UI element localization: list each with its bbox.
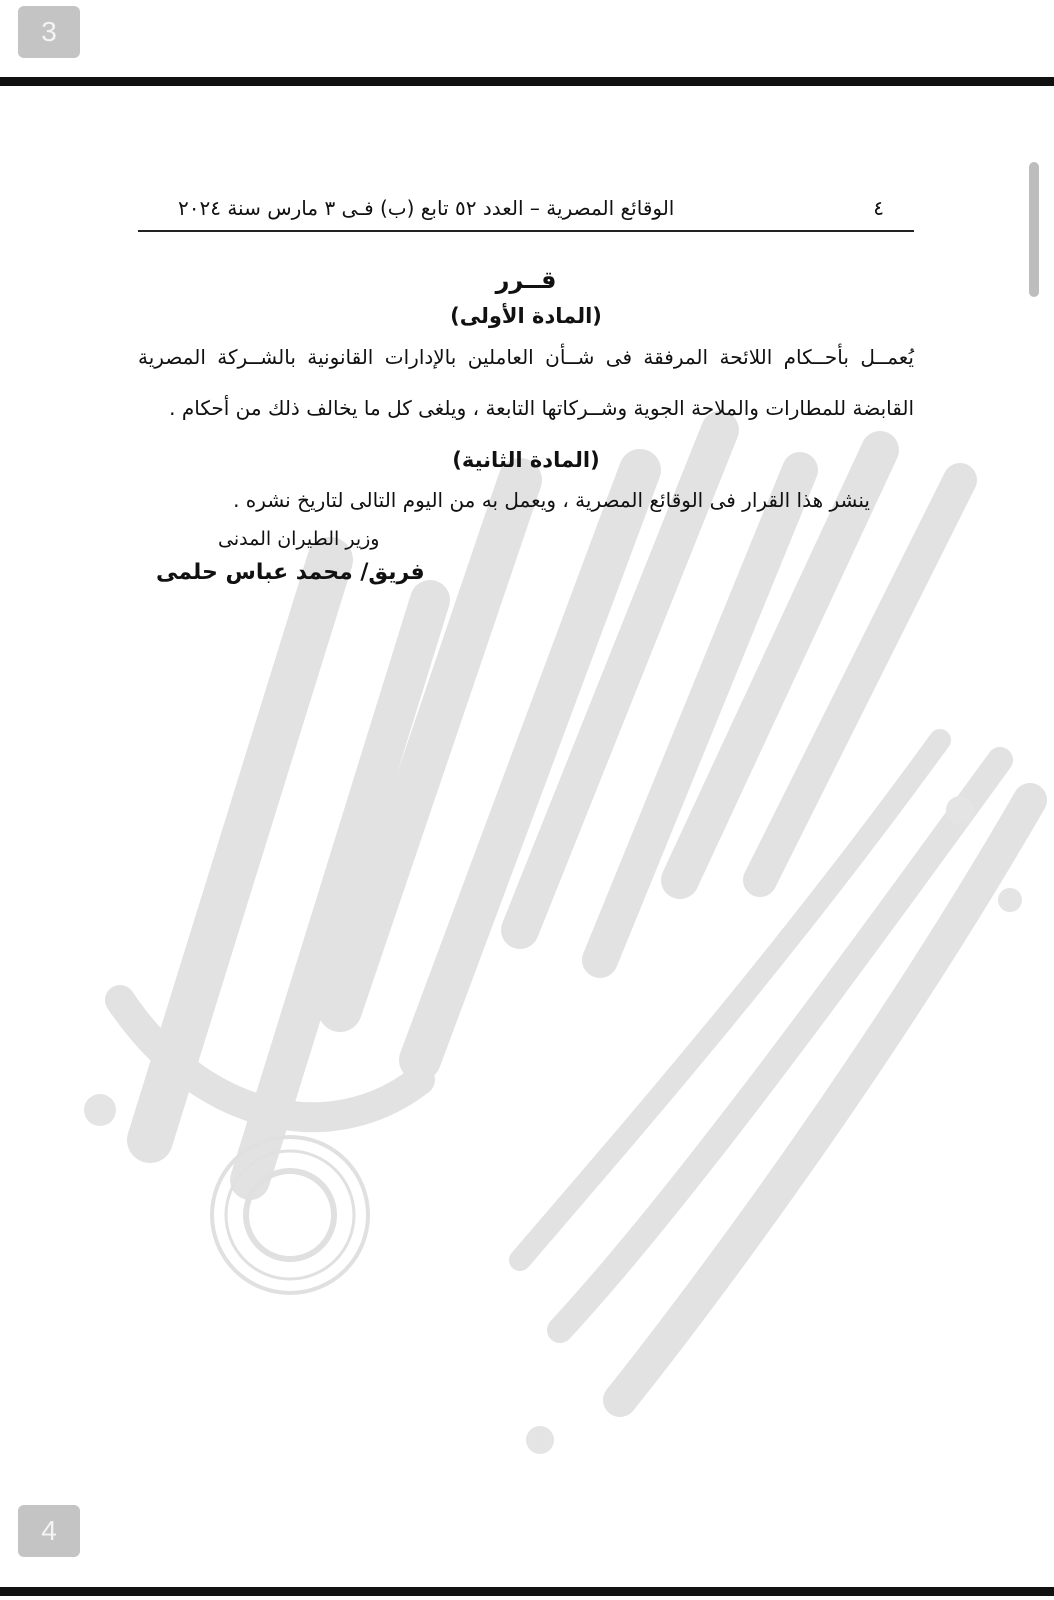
page-number-badge-top: 3 xyxy=(18,6,80,58)
page-separator-top xyxy=(0,77,1054,86)
header-title: الوقائع المصرية – العدد ٥٢ تابع (ب) فـى ٣ مارس سنة ٢٠٢٤ xyxy=(178,196,675,220)
minister-title: وزير الطيران المدنى xyxy=(218,528,380,550)
page-separator-bottom xyxy=(0,1587,1054,1596)
article-2-text: ينشر هذا القرار فى الوقائع المصرية ، ويعمل به من اليوم التالى لتاريخ نشره . xyxy=(233,488,870,512)
running-header xyxy=(138,190,914,232)
article-1-title: (المادة الأولى) xyxy=(450,304,602,328)
decision-title: قــرر xyxy=(495,266,557,294)
document-page xyxy=(138,190,914,585)
scrollbar-thumb[interactable] xyxy=(1029,162,1039,297)
header-page-number: ٤ xyxy=(873,196,884,220)
article-1-text: يُعمــل بأحــكام اللائحة المرفقة فى شــأن العاملين بالإدارات القانونية بالشــركة المصرية القابضة للمطارات والملاحة الجوية وشــركاتها التابعة ، ويلغى كل ما يخالف ذلك من أحكام . xyxy=(138,345,914,420)
signature: فريق/ محمد عباس حلمى xyxy=(156,560,425,585)
article-2-title: (المادة الثانية) xyxy=(452,448,600,472)
page-number-badge-bottom: 4 xyxy=(18,1505,80,1557)
